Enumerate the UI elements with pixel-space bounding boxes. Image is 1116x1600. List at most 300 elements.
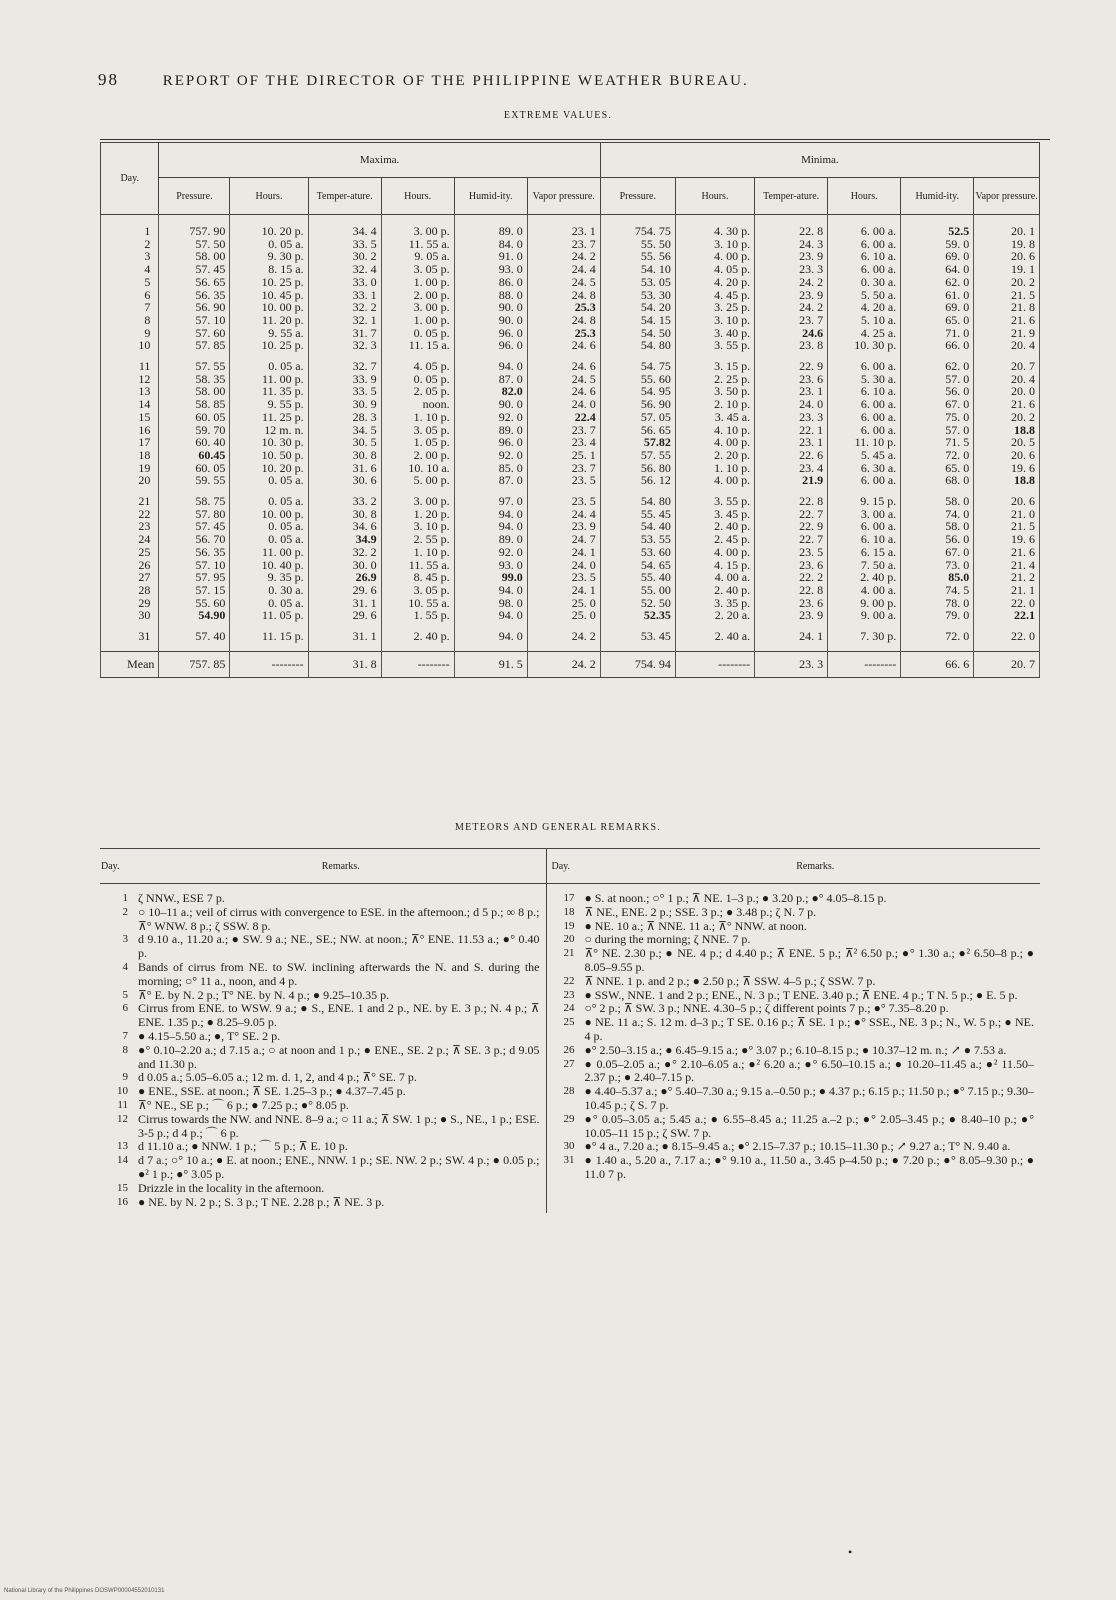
value-cell: 5. 50 a. — [828, 289, 901, 302]
value-cell: 24. 6 — [527, 385, 600, 398]
remark-text: ● NE. 10 a.; ⊼ NNE. 11 a.; ⊼° NNW. at noon. — [584, 918, 807, 933]
value-cell: 0. 30 a. — [828, 276, 901, 289]
value-cell: 64. 0 — [901, 263, 974, 276]
value-cell: 0. 05 a. — [230, 487, 308, 508]
table-row — [101, 597, 1040, 610]
value-cell: 56. 0 — [901, 385, 974, 398]
column-header: Temper-ature. — [308, 178, 381, 215]
value-cell: 10. 30 p. — [828, 339, 901, 352]
value-cell: 52. 50 — [600, 597, 675, 610]
value-cell: 94. 0 — [454, 609, 527, 622]
value-cell: 0. 05 a. — [230, 474, 308, 487]
value-cell: 23. 3 — [755, 263, 828, 276]
remark-text: ● 4.15–5.50 a.; ●, T° SE. 2 p. — [138, 1028, 281, 1043]
value-cell: 24. 6 — [527, 352, 600, 373]
value-cell: 60. 40 — [159, 436, 230, 449]
value-cell: 6. 30 a. — [828, 462, 901, 475]
value-cell: 2. 00 p. — [381, 449, 454, 462]
table-row — [101, 584, 1040, 597]
value-cell: 53. 05 — [600, 276, 675, 289]
value-cell: 19. 6 — [974, 533, 1040, 546]
value-cell: 24. 4 — [527, 508, 600, 521]
remark-text: ⊼ NNE. 1 p. and 2 p.; ● 2.50 p.; ⊼ SSW. 4–5 p.; ζ SSW. 7 p. — [584, 973, 876, 988]
day-cell: 27 — [101, 571, 159, 584]
value-cell: 24. 1 — [527, 546, 600, 559]
value-cell: 20. 2 — [974, 411, 1040, 424]
value-cell: 23. 9 — [755, 289, 828, 302]
column-header: Pressure. — [159, 178, 230, 215]
value-cell: 22. 9 — [755, 520, 828, 533]
value-cell: 57.82 — [600, 436, 675, 449]
value-cell: 57. 0 — [901, 424, 974, 437]
column-header: Vapor pressure. — [527, 178, 600, 215]
value-cell: 9. 15 p. — [828, 487, 901, 508]
value-cell: 33. 5 — [308, 238, 381, 251]
value-cell: 20. 0 — [974, 385, 1040, 398]
value-cell: 19. 1 — [974, 263, 1040, 276]
remark-text: ● NE. 11 a.; S. 12 m. d–3 p.; T SE. 0.16 p.; ⊼ SE. 1 p.; ●° SSE., NE. 3 p.; N., W. 5 p.; ● NE. 4 p. — [584, 1015, 1034, 1043]
value-cell: 1. 55 p. — [381, 609, 454, 622]
table-row — [101, 559, 1040, 572]
remark-text: ⊼° NE. 2.30 p.; ● NE. 4 p.; d 4.40 p.; ⊼ ENE. 5 p.; ⊼² 6.50 p.; ●° 1.30 a.; ●² 6.50–8 p.; ● 8.05–9.55 p. — [584, 946, 1034, 974]
value-cell: 10. 40 p. — [230, 559, 308, 572]
value-cell: 6. 00 a. — [828, 424, 901, 437]
report-title: REPORT OF THE DIRECTOR OF THE PHILIPPINE WEATHER BUREAU. — [162, 73, 749, 89]
value-cell: 92. 0 — [454, 411, 527, 424]
day-cell: 5 — [101, 276, 159, 289]
value-cell: 56. 70 — [159, 533, 230, 546]
table-row — [101, 436, 1040, 449]
value-cell: 33. 5 — [308, 385, 381, 398]
value-cell: 56. 0 — [901, 533, 974, 546]
value-cell: 56. 65 — [600, 424, 675, 437]
value-cell: 3. 55 p. — [675, 339, 754, 352]
value-cell: 60.45 — [159, 449, 230, 462]
remark-day: 11 — [117, 1098, 128, 1111]
day-cell: 21 — [101, 487, 159, 508]
remark-text: ● 1.40 a., 5.20 a., 7.17 a.; ●° 9.10 a., 11.50 a., 3.45 p–4.50 p.; ● 7.20 p.; ●° 8.05–9.30 p.; ● 11.0 7 p. — [584, 1153, 1034, 1181]
value-cell: 55. 50 — [600, 238, 675, 251]
remark-text: ζ NNW., ESE 7 p. — [138, 891, 225, 905]
day-cell: 16 — [101, 424, 159, 437]
remark-text: d 11.10 a.; ● NNW. 1 p.; ⌒ 5 p.; ⊼ E. 10 p. — [138, 1139, 348, 1154]
value-cell: 1. 10 p. — [381, 546, 454, 559]
value-cell: 3. 45 a. — [675, 411, 754, 424]
value-cell: 3. 00 p. — [381, 215, 454, 238]
value-cell: 23. 3 — [755, 411, 828, 424]
remark-day: 6 — [122, 1002, 128, 1015]
value-cell: 10. 25 p. — [230, 276, 308, 289]
value-cell: 54. 10 — [600, 263, 675, 276]
value-cell: 98. 0 — [454, 597, 527, 610]
value-cell: 11. 00 p. — [230, 373, 308, 386]
value-cell: 33. 9 — [308, 373, 381, 386]
value-cell: 9. 55 p. — [230, 398, 308, 411]
mean-value: 66. 6 — [901, 651, 974, 677]
day-cell: 7 — [101, 301, 159, 314]
value-cell: 10. 30 p. — [230, 436, 308, 449]
value-cell: 2. 10 p. — [675, 398, 754, 411]
value-cell: 0. 05 p. — [381, 327, 454, 340]
value-cell: 92. 0 — [454, 546, 527, 559]
remarks-title: METEORS AND GENERAL REMARKS. — [454, 822, 662, 833]
value-cell: 85. 0 — [454, 462, 527, 475]
value-cell: 11. 15 a. — [381, 339, 454, 352]
value-cell: 53. 55 — [600, 533, 675, 546]
day-cell: 4 — [101, 263, 159, 276]
value-cell: 88. 0 — [454, 289, 527, 302]
value-cell: 22. 8 — [755, 487, 828, 508]
value-cell: 2. 05 p. — [381, 385, 454, 398]
table-row — [101, 533, 1040, 546]
value-cell: 61. 0 — [901, 289, 974, 302]
value-cell: 3. 25 p. — [675, 301, 754, 314]
value-cell: 1. 20 p. — [381, 508, 454, 521]
value-cell: 94. 0 — [454, 584, 527, 597]
value-cell: 21. 5 — [974, 520, 1040, 533]
value-cell: 4. 05 p. — [675, 263, 754, 276]
value-cell: 55. 00 — [600, 584, 675, 597]
value-cell: 74. 0 — [901, 508, 974, 521]
table-row — [101, 215, 1040, 238]
value-cell: 23. 9 — [755, 609, 828, 622]
table-row — [101, 424, 1040, 437]
remark-day: 19 — [563, 919, 575, 932]
value-cell: 21. 6 — [974, 398, 1040, 411]
value-cell: 24. 6 — [527, 339, 600, 352]
value-cell: 11. 55 a. — [381, 238, 454, 251]
mean-value: 24. 2 — [527, 651, 600, 677]
remark-day: 22 — [563, 974, 575, 987]
value-cell: 3. 05 p. — [381, 424, 454, 437]
value-cell: 4. 00 p. — [675, 436, 754, 449]
table-row — [101, 508, 1040, 521]
day-cell: 31 — [101, 622, 159, 651]
value-cell: 24. 2 — [755, 276, 828, 289]
value-cell: 8. 15 a. — [230, 263, 308, 276]
value-cell: 6. 10 a. — [828, 385, 901, 398]
value-cell: 57. 80 — [159, 508, 230, 521]
value-cell: 31. 1 — [308, 597, 381, 610]
remark-text: ●° 2.50–3.15 a.; ● 6.45–9.15 a.; ●° 3.07 p.; 6.10–8.15 p.; ● 10.37–12 m. n.; ↗ ● 7.53 a. — [584, 1042, 1007, 1057]
value-cell: 24.6 — [755, 327, 828, 340]
day-cell: 12 — [101, 373, 159, 386]
value-cell: 21. 5 — [974, 289, 1040, 302]
value-cell: 31. 7 — [308, 327, 381, 340]
value-cell: 57. 50 — [159, 238, 230, 251]
value-cell: 30. 8 — [308, 449, 381, 462]
value-cell: 24. 0 — [527, 398, 600, 411]
day-cell: 20 — [101, 474, 159, 487]
value-cell: 23. 5 — [527, 474, 600, 487]
mean-value: -------- — [675, 651, 754, 677]
remark-text: d 9.10 a., 11.20 a.; ● SW. 9 a.; NE., SE.; NW. at noon.; ⊼° ENE. 11.53 a.; ●° 0.40 p. — [138, 932, 540, 961]
value-cell: 56. 80 — [600, 462, 675, 475]
column-header: Temper-ature. — [755, 178, 828, 215]
value-cell: 5. 45 a. — [828, 449, 901, 462]
value-cell: 20. 6 — [974, 449, 1040, 462]
value-cell: 23. 1 — [755, 385, 828, 398]
table-row — [101, 449, 1040, 462]
remarks-table — [100, 848, 1040, 1213]
value-cell: 32. 4 — [308, 263, 381, 276]
remark-day: 17 — [563, 892, 575, 904]
value-cell: 25. 0 — [527, 597, 600, 610]
value-cell: 10. 20 p. — [230, 462, 308, 475]
remark-day: 20 — [563, 933, 575, 946]
value-cell: 87. 0 — [454, 373, 527, 386]
remark-text: ● S. at noon.; ○° 1 p.; ⊼ NE. 1–3 p.; ● 3.20 p.; ●° 4.05–8.15 p. — [584, 891, 887, 905]
value-cell: 4. 25 a. — [828, 327, 901, 340]
remark-text: ⊼ NE., ENE. 2 p.; SSE. 3 p.; ● 3.48 p.; ζ N. 7 p. — [584, 904, 817, 919]
value-cell: 18.8 — [974, 474, 1040, 487]
remark-entry — [106, 892, 540, 906]
value-cell: 73. 0 — [901, 559, 974, 572]
remark-text: ● 0.05–2.05 a.; ●° 2.10–6.05 a.; ●² 6.20 a.; ●° 6.50–10.15 a.; ● 10.20–11.45 a.; ●² 11.50–2.37 p.; ● 2.40–7.15 p. — [584, 1056, 1034, 1085]
remark-day: 10 — [117, 1085, 128, 1098]
value-cell: 93. 0 — [454, 559, 527, 572]
value-cell: 2. 20 a. — [675, 609, 754, 622]
value-cell: 11. 55 a. — [381, 559, 454, 572]
value-cell: 69. 0 — [901, 250, 974, 263]
value-cell: 1. 05 p. — [381, 436, 454, 449]
page-mark: • — [848, 1545, 853, 1559]
value-cell: 24. 2 — [527, 250, 600, 263]
day-cell: 22 — [101, 508, 159, 521]
value-cell: 99.0 — [454, 571, 527, 584]
value-cell: 6. 00 a. — [828, 474, 901, 487]
table-row — [101, 339, 1040, 352]
value-cell: 0. 05 a. — [230, 352, 308, 373]
value-cell: 55. 56 — [600, 250, 675, 263]
value-cell: 54.90 — [159, 609, 230, 622]
value-cell: 20. 4 — [974, 373, 1040, 386]
value-cell: 6. 00 a. — [828, 398, 901, 411]
day-cell: 23 — [101, 520, 159, 533]
value-cell: 9. 05 a. — [381, 250, 454, 263]
value-cell: 23. 9 — [527, 520, 600, 533]
value-cell: 11. 20 p. — [230, 314, 308, 327]
remark-entry — [106, 961, 540, 989]
value-cell: 94. 0 — [454, 622, 527, 651]
remark-entry — [106, 1099, 540, 1113]
value-cell: 6. 10 a. — [828, 250, 901, 263]
value-cell: 23. 5 — [527, 571, 600, 584]
remark-entry — [553, 933, 1035, 947]
value-cell: 23. 6 — [755, 559, 828, 572]
column-header: Hours. — [828, 178, 901, 215]
remark-day: 16 — [117, 1195, 128, 1208]
value-cell: 53. 60 — [600, 546, 675, 559]
remark-text: ○ during the morning; ζ NNE. 7 p. — [584, 932, 751, 947]
value-cell: 30. 9 — [308, 398, 381, 411]
table-row — [101, 276, 1040, 289]
remark-entry — [106, 1196, 540, 1210]
value-cell: 33. 0 — [308, 276, 381, 289]
value-cell: 0. 05 p. — [381, 373, 454, 386]
table-row — [101, 520, 1040, 533]
remark-text: Cirrus towards the NW. and NNE. 8–9 a.; ○ 11 a.; ⊼ SW. 1 p.; ● S., NE., 1 p.; ESE. 3-5 p.; d 4 p.; ⌒ 6 p. — [138, 1111, 540, 1140]
value-cell: 24. 8 — [527, 289, 600, 302]
mean-label: Mean — [101, 651, 159, 677]
value-cell: 2. 25 p. — [675, 373, 754, 386]
value-cell: 62. 0 — [901, 276, 974, 289]
table-row — [101, 474, 1040, 487]
value-cell: 54. 20 — [600, 301, 675, 314]
value-cell: 4. 00 a. — [828, 584, 901, 597]
value-cell: 1. 00 p. — [381, 314, 454, 327]
value-cell: 10. 00 p. — [230, 508, 308, 521]
remark-day: 30 — [563, 1140, 575, 1153]
remark-entry — [553, 1016, 1035, 1044]
mean-value: 23. 3 — [755, 651, 828, 677]
mean-value: -------- — [381, 651, 454, 677]
value-cell: 4. 05 p. — [381, 352, 454, 373]
value-cell: 54. 80 — [600, 339, 675, 352]
value-cell: 59. 70 — [159, 424, 230, 437]
mean-value: -------- — [230, 651, 308, 677]
day-cell: 30 — [101, 609, 159, 622]
value-cell: 57. 10 — [159, 314, 230, 327]
mean-value: 31. 8 — [308, 651, 381, 677]
value-cell: 58. 00 — [159, 250, 230, 263]
remark-entry — [106, 1044, 540, 1072]
value-cell: 11. 00 p. — [230, 546, 308, 559]
value-cell: 90. 0 — [454, 314, 527, 327]
value-cell: 32. 2 — [308, 301, 381, 314]
value-cell: 94. 0 — [454, 352, 527, 373]
value-cell: 22.1 — [974, 609, 1040, 622]
value-cell: 86. 0 — [454, 276, 527, 289]
value-cell: 2. 40 p. — [381, 622, 454, 651]
table-row — [101, 571, 1040, 584]
value-cell: 53. 45 — [600, 622, 675, 651]
table-title: EXTREME VALUES. — [503, 110, 613, 121]
value-cell: 30. 5 — [308, 436, 381, 449]
remark-text: ●° 0.05–3.05 a.; 5.45 a.; ● 6.55–8.45 a.; 11.25 a.–2 p.; ●° 2.05–3.45 p.; ● 8.40–10 p.; ●° 10.05–11 15 p.; ζ SW. 7 p. — [584, 1111, 1034, 1140]
value-cell: 22. 8 — [755, 584, 828, 597]
value-cell: 91. 0 — [454, 250, 527, 263]
value-cell: 23. 4 — [527, 436, 600, 449]
remark-day: 26 — [563, 1043, 575, 1056]
value-cell: 21. 8 — [974, 301, 1040, 314]
top-rule — [100, 139, 1050, 140]
value-cell: 7. 50 a. — [828, 559, 901, 572]
table-row — [101, 487, 1040, 508]
value-cell: 65. 0 — [901, 314, 974, 327]
value-cell: 23. 1 — [527, 215, 600, 238]
value-cell: 59. 55 — [159, 474, 230, 487]
value-cell: 23. 9 — [755, 250, 828, 263]
value-cell: 20. 6 — [974, 250, 1040, 263]
value-cell: 94. 0 — [454, 520, 527, 533]
value-cell: 3. 00 p. — [381, 487, 454, 508]
value-cell: 0. 05 a. — [230, 597, 308, 610]
value-cell: 22. 0 — [974, 597, 1040, 610]
value-cell: 32. 1 — [308, 314, 381, 327]
value-cell: 3. 10 p. — [675, 238, 754, 251]
value-cell: 33. 1 — [308, 289, 381, 302]
value-cell: 32. 7 — [308, 352, 381, 373]
value-cell: 53. 30 — [600, 289, 675, 302]
value-cell: 2. 40 p. — [675, 520, 754, 533]
remarks-right-header — [546, 849, 1040, 884]
remark-day: 4 — [122, 960, 128, 973]
table-row — [101, 373, 1040, 386]
day-cell: 19 — [101, 462, 159, 475]
value-cell: 6. 00 a. — [828, 520, 901, 533]
value-cell: 52.5 — [901, 215, 974, 238]
remark-day: 28 — [563, 1085, 575, 1098]
value-cell: 10. 00 p. — [230, 301, 308, 314]
remarks-label: Remarks. — [321, 860, 360, 872]
value-cell: 7. 30 p. — [828, 622, 901, 651]
table-row — [101, 238, 1040, 251]
value-cell: 22. 0 — [974, 622, 1040, 651]
value-cell: 3. 10 p. — [675, 314, 754, 327]
remark-day: 18 — [563, 905, 575, 918]
table-row — [101, 622, 1040, 651]
remark-text: ● NE. by N. 2 p.; S. 3 p.; T NE. 2.28 p.; ⊼ NE. 3 p. — [138, 1194, 385, 1209]
value-cell: 6. 15 a. — [828, 546, 901, 559]
value-cell: 82.0 — [454, 385, 527, 398]
value-cell: 10. 50 p. — [230, 449, 308, 462]
remark-day: 5 — [122, 988, 128, 1001]
column-header: Humid-ity. — [901, 178, 974, 215]
remark-entry — [553, 920, 1035, 934]
remarks-label: Remarks. — [796, 860, 835, 872]
value-cell: 85.0 — [901, 571, 974, 584]
remark-entry — [553, 1154, 1035, 1182]
remark-day: 9 — [122, 1071, 128, 1084]
value-cell: 21. 2 — [974, 571, 1040, 584]
remark-entry — [553, 1002, 1035, 1016]
value-cell: 93. 0 — [454, 263, 527, 276]
remark-text: d 0.05 a.; 5.05–6.05 a.; 12 m. d. 1, 2, and 4 p.; ⊼° SE. 7 p. — [138, 1070, 417, 1085]
value-cell: 87. 0 — [454, 474, 527, 487]
remark-entry — [553, 989, 1035, 1003]
value-cell: 3. 15 p. — [675, 352, 754, 373]
remark-entry — [553, 947, 1035, 975]
value-cell: 2. 45 p. — [675, 533, 754, 546]
value-cell: 22. 7 — [755, 533, 828, 546]
remarks-right-column — [546, 884, 1040, 1214]
value-cell: 21. 0 — [974, 508, 1040, 521]
value-cell: 6. 00 a. — [828, 263, 901, 276]
value-cell: 55. 45 — [600, 508, 675, 521]
value-cell: 4. 10 p. — [675, 424, 754, 437]
remark-day: 15 — [117, 1181, 128, 1194]
remark-text: Bands of cirrus from NE. to SW. inclining afterwards the N. and S. during the morning; ○° 11 a., noon, and 4 p. — [138, 959, 540, 988]
value-cell: 96. 0 — [454, 327, 527, 340]
value-cell: 5. 10 a. — [828, 314, 901, 327]
value-cell: 68. 0 — [901, 474, 974, 487]
table-row — [101, 289, 1040, 302]
column-header: Hours. — [230, 178, 308, 215]
value-cell: 30. 2 — [308, 250, 381, 263]
day-cell: 25 — [101, 546, 159, 559]
value-cell: 24. 1 — [755, 622, 828, 651]
remark-day: 24 — [563, 1002, 575, 1015]
table-row — [101, 250, 1040, 263]
value-cell: 4. 15 p. — [675, 559, 754, 572]
value-cell: 72. 0 — [901, 622, 974, 651]
remark-entry — [553, 1140, 1035, 1154]
remark-entry — [553, 1058, 1035, 1086]
column-header: Hours. — [675, 178, 754, 215]
value-cell: 29. 6 — [308, 609, 381, 622]
value-cell: 55. 60 — [600, 373, 675, 386]
